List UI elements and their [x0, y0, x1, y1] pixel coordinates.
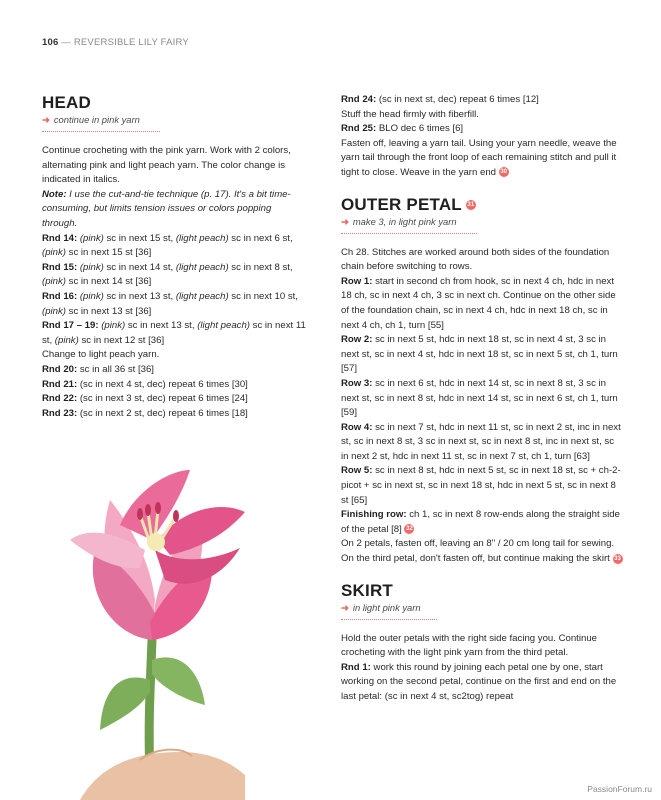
head-subtitle-text: continue in pink yarn [53, 114, 140, 125]
rnd-20: Rnd 20: sc in all 36 st [36] [42, 363, 154, 375]
row-5: Row 5: sc in next 8 st, hdc in next 5 st, sc in next 18 st, sc + ch-2-picot + sc in next st, sc in next 18 st, hdc in next 5 st, sc in next 8 st [65] [341, 465, 621, 506]
rnd-17-19: Rnd 17 – 19: (pink) sc in next 13 st, (light peach) sc in next 11 st, (pink) sc in next 12 st [36] [42, 320, 306, 346]
arrow-icon: ➜ [42, 114, 50, 125]
left-column [42, 93, 306, 421]
lily-photo [40, 430, 270, 800]
watermark: PassionForum.ru [587, 784, 652, 794]
change-yarn: Change to light peach yarn. [42, 349, 160, 361]
outer-petal-title: OUTER PETAL 31 [341, 194, 475, 214]
rnd-25: Rnd 25: BLO dec 6 times [6] [341, 123, 464, 135]
rnd-22: Rnd 22: (sc in next 3 st, dec) repeat 6 times [24] [42, 393, 248, 405]
skirt-title: SKIRT [341, 580, 393, 600]
row-2: Row 2: sc in next 5 st, hdc in next 18 st, sc in next 4 st, 3 sc in next st, sc in next 4 st, hdc in next 18 st, sc in next 5 st, ch 1, turn [57] [341, 334, 618, 375]
skirt-intro: Hold the outer petals with the right side facing you. Continue crocheting with the light pink yarn from the third petal. [341, 632, 597, 659]
leaf-right [152, 657, 205, 705]
arrow-icon: ➜ [341, 215, 349, 227]
right-column [341, 93, 623, 705]
note-text: I use the cut-and-tie technique (p. 17). It's a bit time-consuming, but limits tension issues or colors popping through. [42, 188, 291, 229]
page-number: 106 [42, 37, 59, 48]
skirt-rnd-1: Rnd 1: work this round by joining each petal one by one, start working on the second petal, continue on the first and end on the last petal: (sc in next 4 st, sc2tog) repeat [341, 661, 617, 702]
head-note [42, 188, 306, 232]
row-1: Row 1: start in second ch from hook, sc in next 4 ch, hdc in next 18 ch, sc in next 4 ch, 3 sc in next ch. Continue on the other side of the foundation chain, sc in next 4 ch, hdc in next 18 ch, sc in next 4 ch, ch 1, turn [55] [341, 275, 616, 331]
head-title: HEAD [42, 93, 91, 112]
fasten-petals: On 2 petals, fasten off, leaving an 8" / 20 cm long tail for sewing. On the third petal, don't fasten off, but continue making the skirt 33 [341, 538, 621, 565]
rnd-24: Rnd 24: (sc in next st, dec) repeat 6 times [12] [341, 94, 539, 105]
stuff-head: Stuff the head firmly with fiberfill. [341, 108, 479, 120]
rnd-15: Rnd 15: (pink) sc in next 14 st, (light peach) sc in next 8 st, (pink) sc in next 14 st [36] [42, 261, 293, 288]
page-header [42, 37, 189, 48]
outer-petal-subtitle: ➜ make 3, in light pink yarn [341, 216, 477, 234]
finishing-row: Finishing row: ch 1, sc in next 8 row-ends along the straight side of the petal [8] 32 [341, 509, 620, 535]
leaf-left [100, 677, 150, 730]
rnd-16: Rnd 16: (pink) sc in next 13 st, (light peach) sc in next 10 st, (pink) sc in next 13 st [36] [42, 290, 298, 317]
rnd-21: Rnd 21: (sc in next 4 st, dec) repeat 6 times [30] [42, 378, 248, 390]
note-label: Note: [42, 188, 67, 200]
outer-petal-intro: Ch 28. Stitches are worked around both sides of the foundation chain before switching to rows. [341, 246, 610, 273]
skirt-subtitle: ➜ in light pink yarn [341, 602, 437, 620]
row-3: Row 3: sc in next 6 st, hdc in next 14 st, sc in next 8 st, 3 sc in next st, sc in next 8 st, hdc in next 14 st, sc in next 6 st, ch 1, turn [59] [341, 377, 618, 419]
step-badge: 32 [406, 526, 413, 533]
step-badge: 30 [500, 169, 508, 176]
step-badge: 33 [614, 555, 621, 562]
running-title: — REVERSIBLE LILY FAIRY [61, 37, 189, 48]
fasten-off: Fasten off, leaving a yarn tail. Using your yarn needle, weave the yarn tail through the front loop of each remaining stitch and pull it tight to close. Weave in the yarn end 30 [341, 137, 617, 178]
rnd-23: Rnd 23: (sc in next 2 st, dec) repeat 6 times [18] [42, 407, 248, 419]
step-badge: 31 [467, 201, 475, 208]
row-4: Row 4: sc in next 7 st, hdc in next 11 st, sc in next 2 st, inc in next st, sc in next 8 st, 3 sc in next st, sc in next 8 st, inc in next st, sc in next 2 st, hdc in next 11 st, sc in next 7 st, ch 1, turn [63] [341, 421, 621, 462]
rnd-14: Rnd 14: (pink) sc in next 15 st, (light peach) sc in next 6 st, (pink) sc in next 15 st [36] [42, 232, 293, 259]
arrow-icon: ➜ [341, 601, 349, 613]
head-intro: Continue crocheting with the pink yarn. Work with 2 colors, alternating pink and light peach yarn. The color change is indicated in italics. [42, 145, 291, 186]
hand [80, 752, 245, 800]
head-subtitle [42, 114, 160, 132]
